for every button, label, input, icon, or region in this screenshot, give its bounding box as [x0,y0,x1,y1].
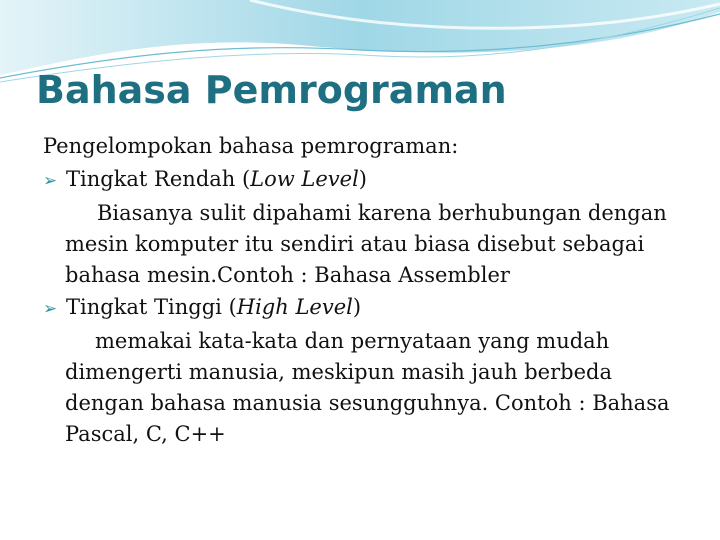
bullet-label-italic: Low Level [250,167,359,191]
intro-text: Pengelompokan bahasa pemrograman: [43,134,459,158]
bullet-label-close: ) [352,295,362,319]
slide-title: Bahasa Pemrograman [36,68,507,112]
bullet-label: Tingkat Rendah ( [66,167,251,191]
high-level-description: memakai kata-kata dan pernyataan yang mudah dimengerti manusia, meskipun masih jauh berbeda dengan bahasa manusia sesungguhnya. Contoh : Bahasa Pascal, C, C++ [65,329,670,446]
low-level-description: Biasanya sulit dipahami karena berhubungan dengan mesin komputer itu sendiri atau biasa disebut sebagai bahasa mesin.Contoh : Bahasa Assembler [65,201,667,287]
slide-body [43,130,683,450]
wingding-arrow-icon: ➢ [43,299,58,319]
bullet-label-italic: High Level [236,295,353,319]
bullet-label-close: ) [358,167,367,191]
bullet-low-level [43,163,683,198]
wingding-arrow-icon: ➢ [43,171,58,191]
bullet-label: Tingkat Tinggi ( [66,295,237,319]
bullet-high-level [43,291,683,326]
